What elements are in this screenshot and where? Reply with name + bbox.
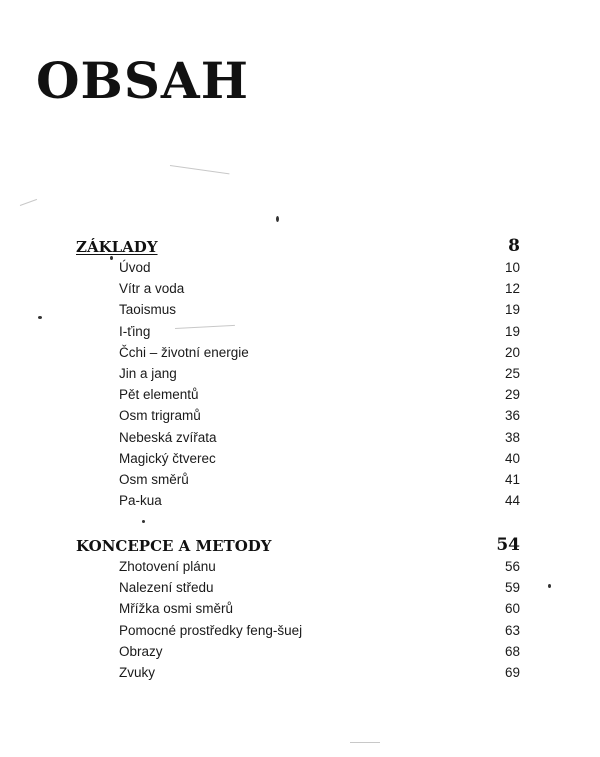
entry-title: Vítr a voda — [119, 281, 185, 297]
scan-hair — [20, 199, 37, 206]
section-page-number: 54 — [496, 535, 520, 555]
entry-page-number: 25 — [504, 365, 520, 381]
entry-title: Nebeská zvířata — [119, 429, 217, 445]
entry-title: Pomocné prostředky feng-šuej — [119, 622, 303, 638]
entry-title: Jin a jang — [119, 365, 177, 381]
page-title: OBSAH — [36, 51, 249, 110]
entry-title: Úvod — [119, 260, 151, 275]
entry-page-number: 44 — [504, 493, 520, 509]
entry-title: Osm trigramů — [119, 408, 201, 424]
entry-page-number: 19 — [504, 323, 520, 339]
toc-entry-list — [76, 258, 520, 512]
toc-entry — [76, 428, 520, 449]
entry-title: Zvuky — [119, 664, 156, 680]
entry-title: Pět elementů — [119, 387, 199, 403]
toc-entry — [76, 300, 520, 321]
entry-page-number: 40 — [504, 450, 520, 466]
toc-entry — [76, 642, 520, 663]
entry-title: Obrazy — [119, 643, 163, 659]
scan-speck — [142, 520, 145, 523]
scan-speck — [276, 216, 279, 222]
scan-speck — [38, 316, 42, 319]
entry-title: Osm směrů — [119, 471, 189, 487]
section-heading — [76, 533, 520, 557]
entry-page-number: 12 — [504, 281, 520, 297]
section-title: KONCEPCE A METODY — [76, 537, 272, 555]
toc-entry — [76, 279, 520, 300]
toc-section-zaklady — [76, 234, 520, 512]
entry-page-number: 56 — [504, 559, 520, 574]
toc-entry — [76, 258, 520, 279]
entry-title: Pa-kua — [119, 493, 162, 509]
toc-entry — [76, 406, 520, 427]
toc-entry — [76, 470, 520, 491]
entry-page-number: 29 — [504, 387, 520, 403]
scan-speck — [548, 584, 551, 588]
toc-entry — [76, 491, 520, 512]
toc-entry — [76, 385, 520, 406]
toc-entry — [76, 663, 520, 684]
toc-entry — [76, 322, 520, 343]
entry-page-number: 68 — [504, 643, 520, 659]
entry-title: Taoismus — [119, 302, 177, 318]
entry-title: Magický čtverec — [119, 450, 216, 466]
toc-entry — [76, 599, 520, 620]
toc-entry — [76, 621, 520, 642]
entry-page-number: 60 — [504, 601, 520, 617]
entry-title: Čchi – životní energie — [119, 344, 249, 360]
scan-hair — [170, 165, 230, 174]
entry-page-number: 69 — [504, 664, 520, 680]
section-title: ZÁKLADY — [76, 238, 158, 256]
entry-title: Zhotovení plánu — [119, 559, 216, 574]
toc-entry — [76, 343, 520, 364]
entry-page-number: 38 — [504, 429, 520, 445]
toc-section-koncepce-a-metody — [76, 533, 520, 684]
section-page-number: 8 — [508, 236, 520, 256]
entry-title: Nalezení středu — [119, 580, 214, 596]
entry-page-number: 20 — [504, 344, 520, 360]
entry-title: Mřížka osmi směrů — [119, 601, 234, 617]
section-heading — [76, 234, 520, 258]
toc-entry — [76, 449, 520, 470]
entry-title: I-ťing — [119, 323, 151, 339]
toc-entry — [76, 578, 520, 599]
toc-entry — [76, 557, 520, 578]
entry-page-number: 59 — [504, 580, 520, 596]
entry-page-number: 19 — [504, 302, 520, 318]
scan-hair — [350, 742, 380, 743]
entry-page-number: 63 — [504, 622, 520, 638]
entry-page-number: 10 — [504, 260, 520, 275]
entry-page-number: 41 — [504, 471, 520, 487]
toc-entry-list — [76, 557, 520, 684]
entry-page-number: 36 — [504, 408, 520, 424]
toc-entry — [76, 364, 520, 385]
